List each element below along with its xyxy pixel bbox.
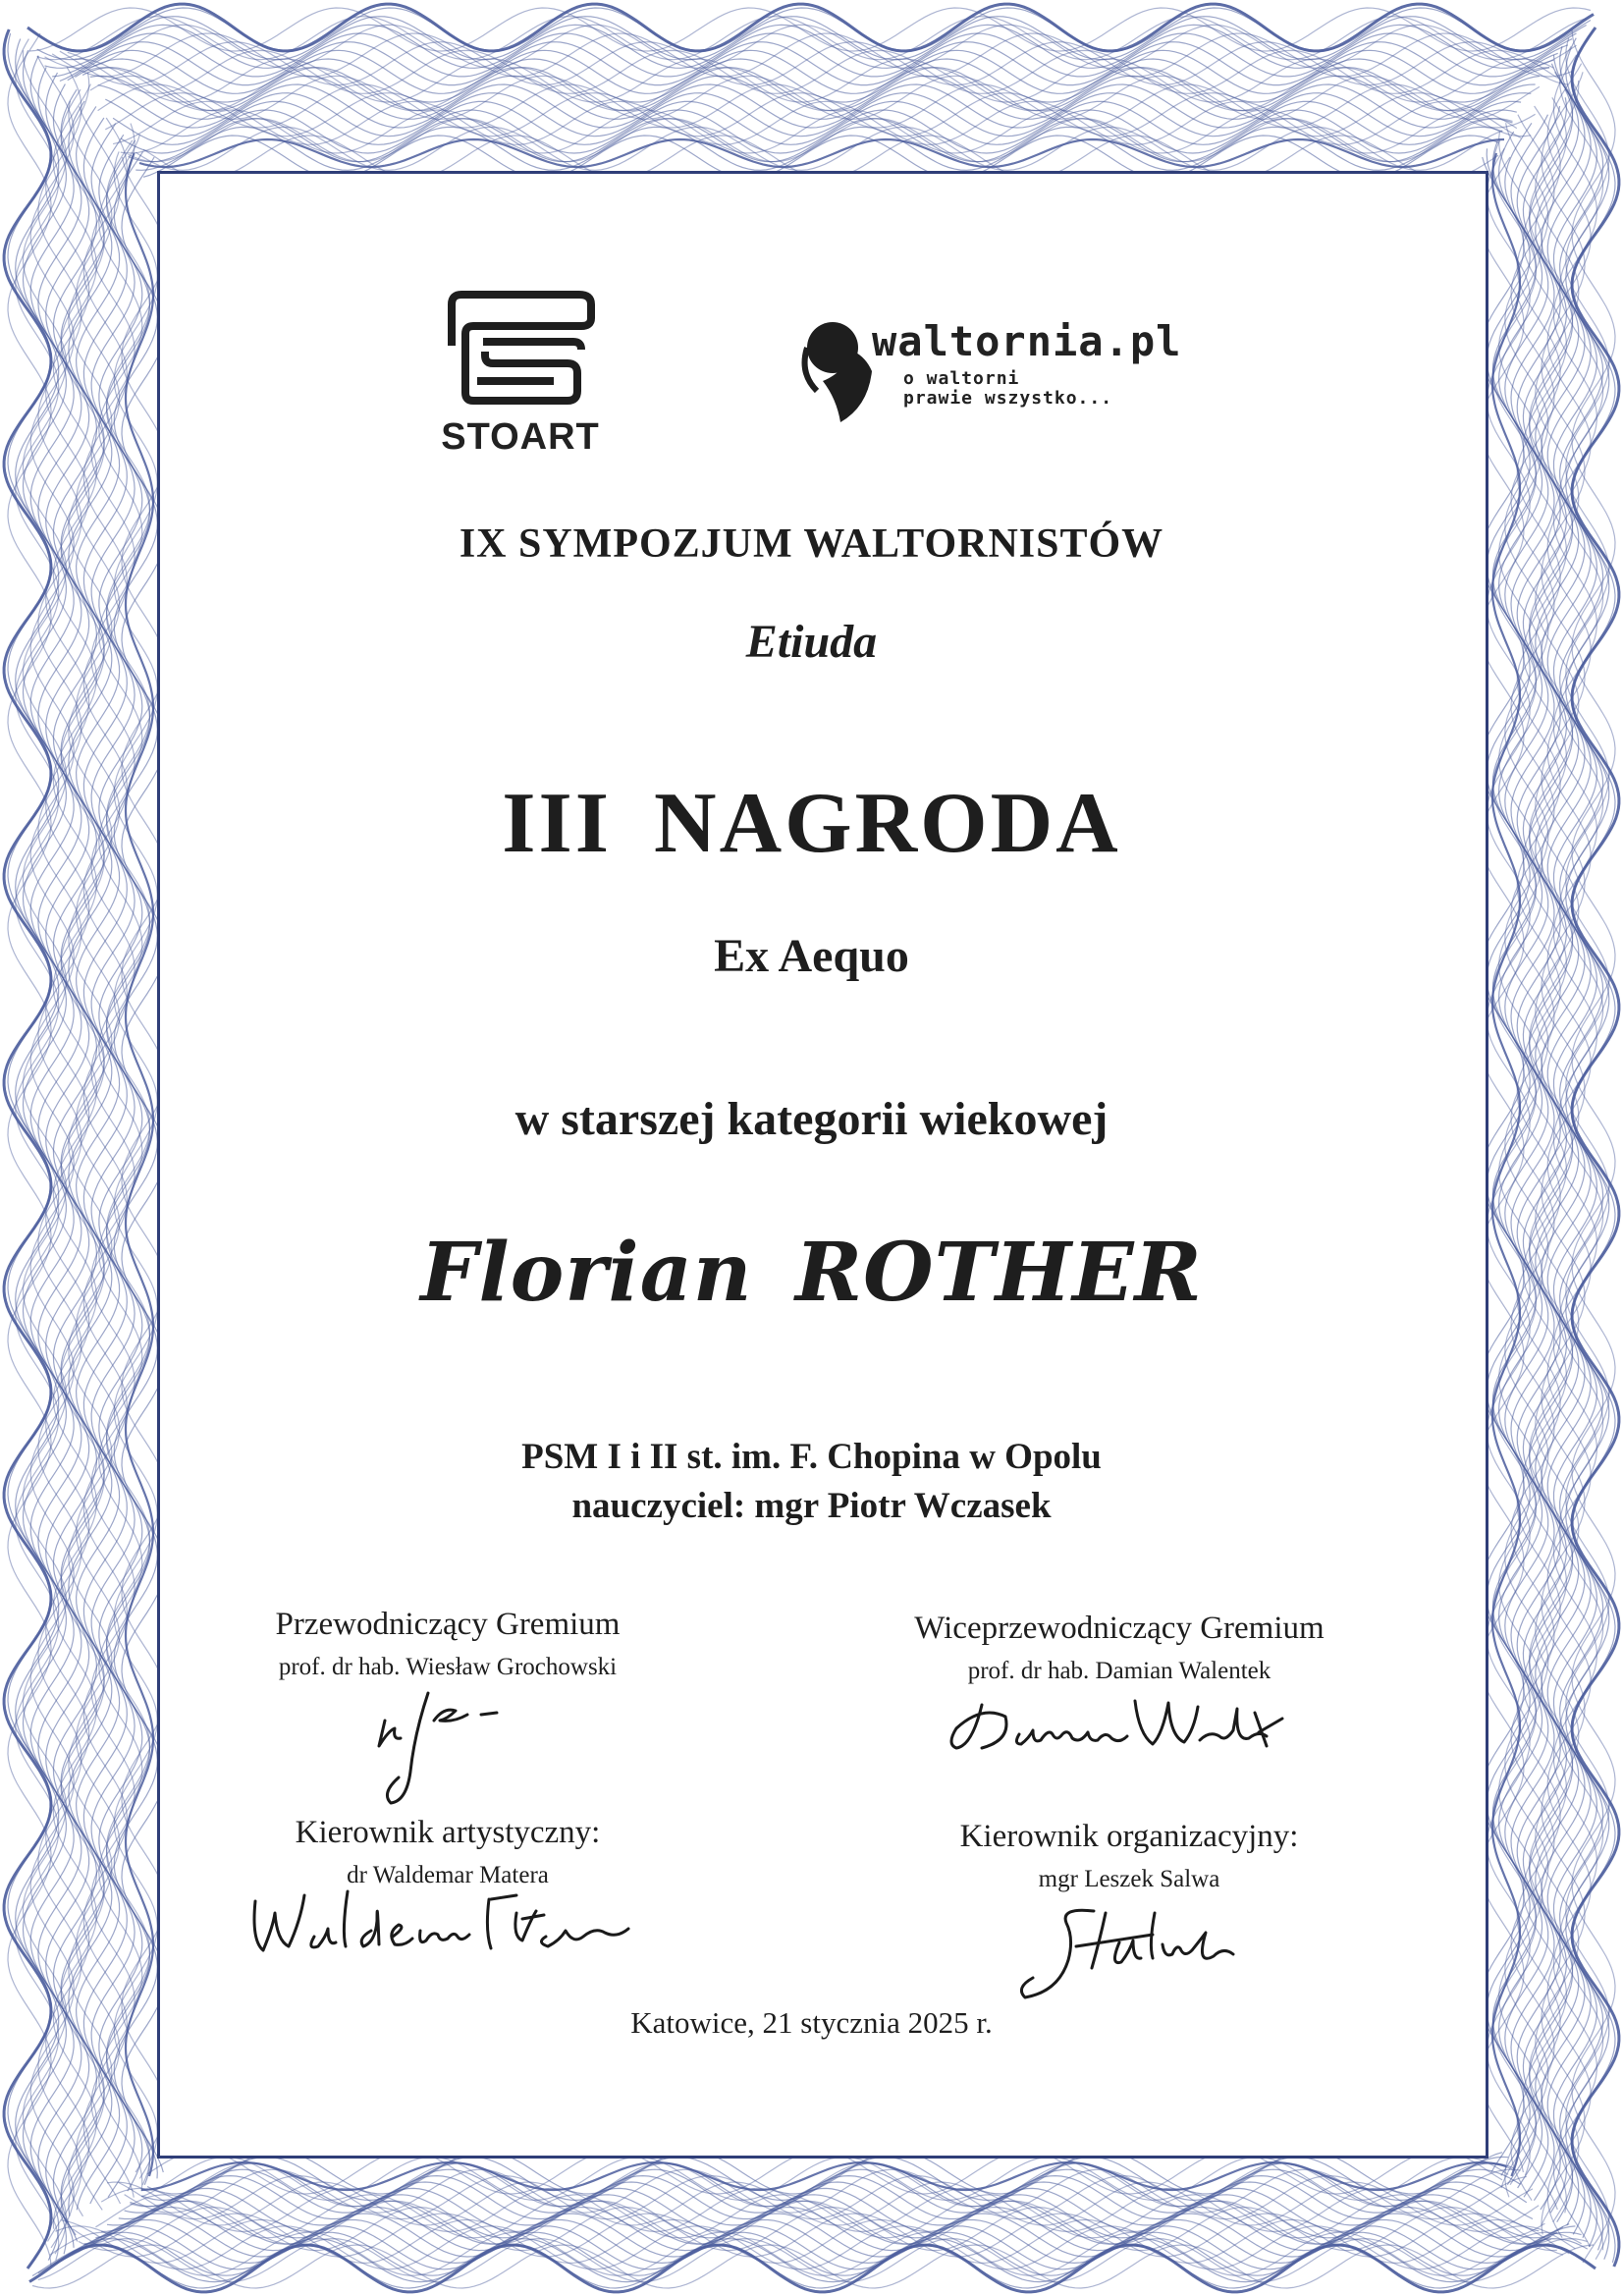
teacher-name: nauczyciel: mgr Piotr Wczasek	[571, 1486, 1052, 1526]
laureate-name: Florian ROTHER	[420, 1226, 1203, 1320]
tagline-line-1: o waltorni	[903, 368, 1020, 389]
vice-chair-role: Wiceprzewodniczący Gremium	[914, 1611, 1325, 1646]
artistic-director-name: dr Waldemar Matera	[347, 1862, 549, 1888]
chair-name: prof. dr hab. Wiesław Grochowski	[278, 1654, 618, 1680]
stoart-logo	[422, 291, 619, 464]
symposium-title: IX SYMPOZJUM WALTORNISTÓW	[459, 521, 1164, 567]
tagline-line-2: prawie wszystko...	[903, 388, 1113, 409]
award-note: Ex Aequo	[714, 930, 909, 982]
chair-role: Przewodniczący Gremium	[275, 1607, 621, 1642]
waltornia-tagline	[903, 369, 1198, 409]
stoart-mark-icon	[444, 291, 597, 407]
certificate-panel	[157, 171, 1488, 2159]
chair-signature	[371, 1685, 518, 1813]
waltornia-logo	[793, 312, 1206, 430]
competition-category: Etiuda	[745, 616, 878, 668]
vice-chair-signature	[943, 1687, 1306, 1766]
school-name: PSM I i II st. im. F. Chopina w Opolu	[521, 1437, 1102, 1477]
organizational-director-name: mgr Leszek Salwa	[1038, 1866, 1220, 1892]
organizational-director-signature	[1011, 1897, 1247, 2005]
vice-chair-name: prof. dr hab. Damian Walentek	[967, 1658, 1271, 1684]
place-and-date: Katowice, 21 stycznia 2025 r.	[630, 2005, 993, 2040]
stoart-wordmark: STOART	[441, 416, 600, 458]
waltornia-wordmark: waltornia.pl	[872, 317, 1182, 365]
age-category: w starszej kategorii wiekowej	[514, 1093, 1109, 1145]
artistic-director-signature	[245, 1882, 638, 1970]
award-title: III NAGRODA	[502, 776, 1121, 871]
organizational-director-role: Kierownik organizacyjny:	[959, 1819, 1299, 1854]
artistic-director-role: Kierownik artystyczny:	[295, 1815, 601, 1850]
